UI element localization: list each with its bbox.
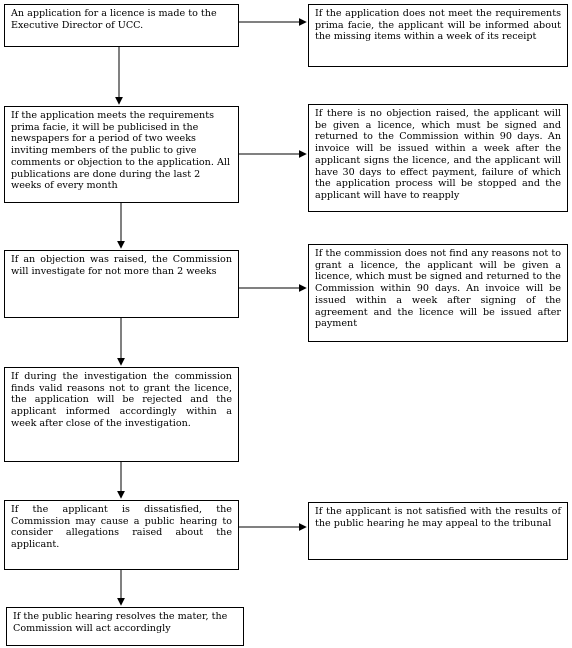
box-no-reasons-licence	[308, 244, 568, 342]
box-public-hearing-text: If the applicant is dissatisfied, the Commission may cause a public hearing to consider allegations raised about the applicant.	[11, 504, 232, 551]
box-application-made	[4, 4, 239, 47]
box-objection-investigate	[4, 250, 239, 318]
box-missing-items	[308, 4, 568, 67]
box-publicised-text: If the application meets the requirements prima facie, it will be publicised in the newspapers for a period of two weeks inviting members of the public to give comments or objection to the application. All publications are done during the last 2 weeks of every month	[11, 110, 231, 192]
box-application-made-text: An application for a licence is made to the Executive Director of UCC.	[11, 8, 217, 31]
box-objection-investigate-text: If an objection was raised, the Commission will investigate for not more than 2 weeks	[11, 254, 232, 277]
box-no-objection	[308, 104, 568, 212]
box-appeal-tribunal	[308, 502, 568, 560]
box-rejected-text: If during the investigation the commission finds valid reasons not to grant the licence, the application will be rejected and the applicant informed accordingly within a week after close of the investigation.	[11, 371, 232, 429]
box-hearing-resolves	[6, 607, 244, 646]
box-missing-items-text: If the application does not meet the requirements prima facie, the applicant will be informed about the missing items within a week of its receipt	[315, 8, 561, 43]
box-rejected	[4, 367, 239, 462]
box-public-hearing	[4, 500, 239, 570]
box-hearing-resolves-text: If the public hearing resolves the mater, the Commission will act accordingly	[13, 611, 228, 634]
box-no-reasons-licence-text: If the commission does not find any reasons not to grant a licence, the applicant will be given a licence, which must be signed and returned to the Commission within 90 days. An invoice will be issued within a week after signing of the agreement and the licence will be issued after payment	[315, 248, 561, 330]
box-no-objection-text: If there is no objection raised, the applicant will be given a licence, which must be signed and returned to the Commission within 90 days. An invoice will be issued within a week after the applicant signs the licence, and the applicant will have 30 days to effect payment, failure of which the application process will be stopped and the applicant will have to reapply	[315, 108, 561, 201]
box-publicised	[4, 106, 239, 203]
box-appeal-tribunal-text: If the applicant is not satisfied with the results of the public hearing he may appeal to the tribunal	[315, 506, 561, 529]
